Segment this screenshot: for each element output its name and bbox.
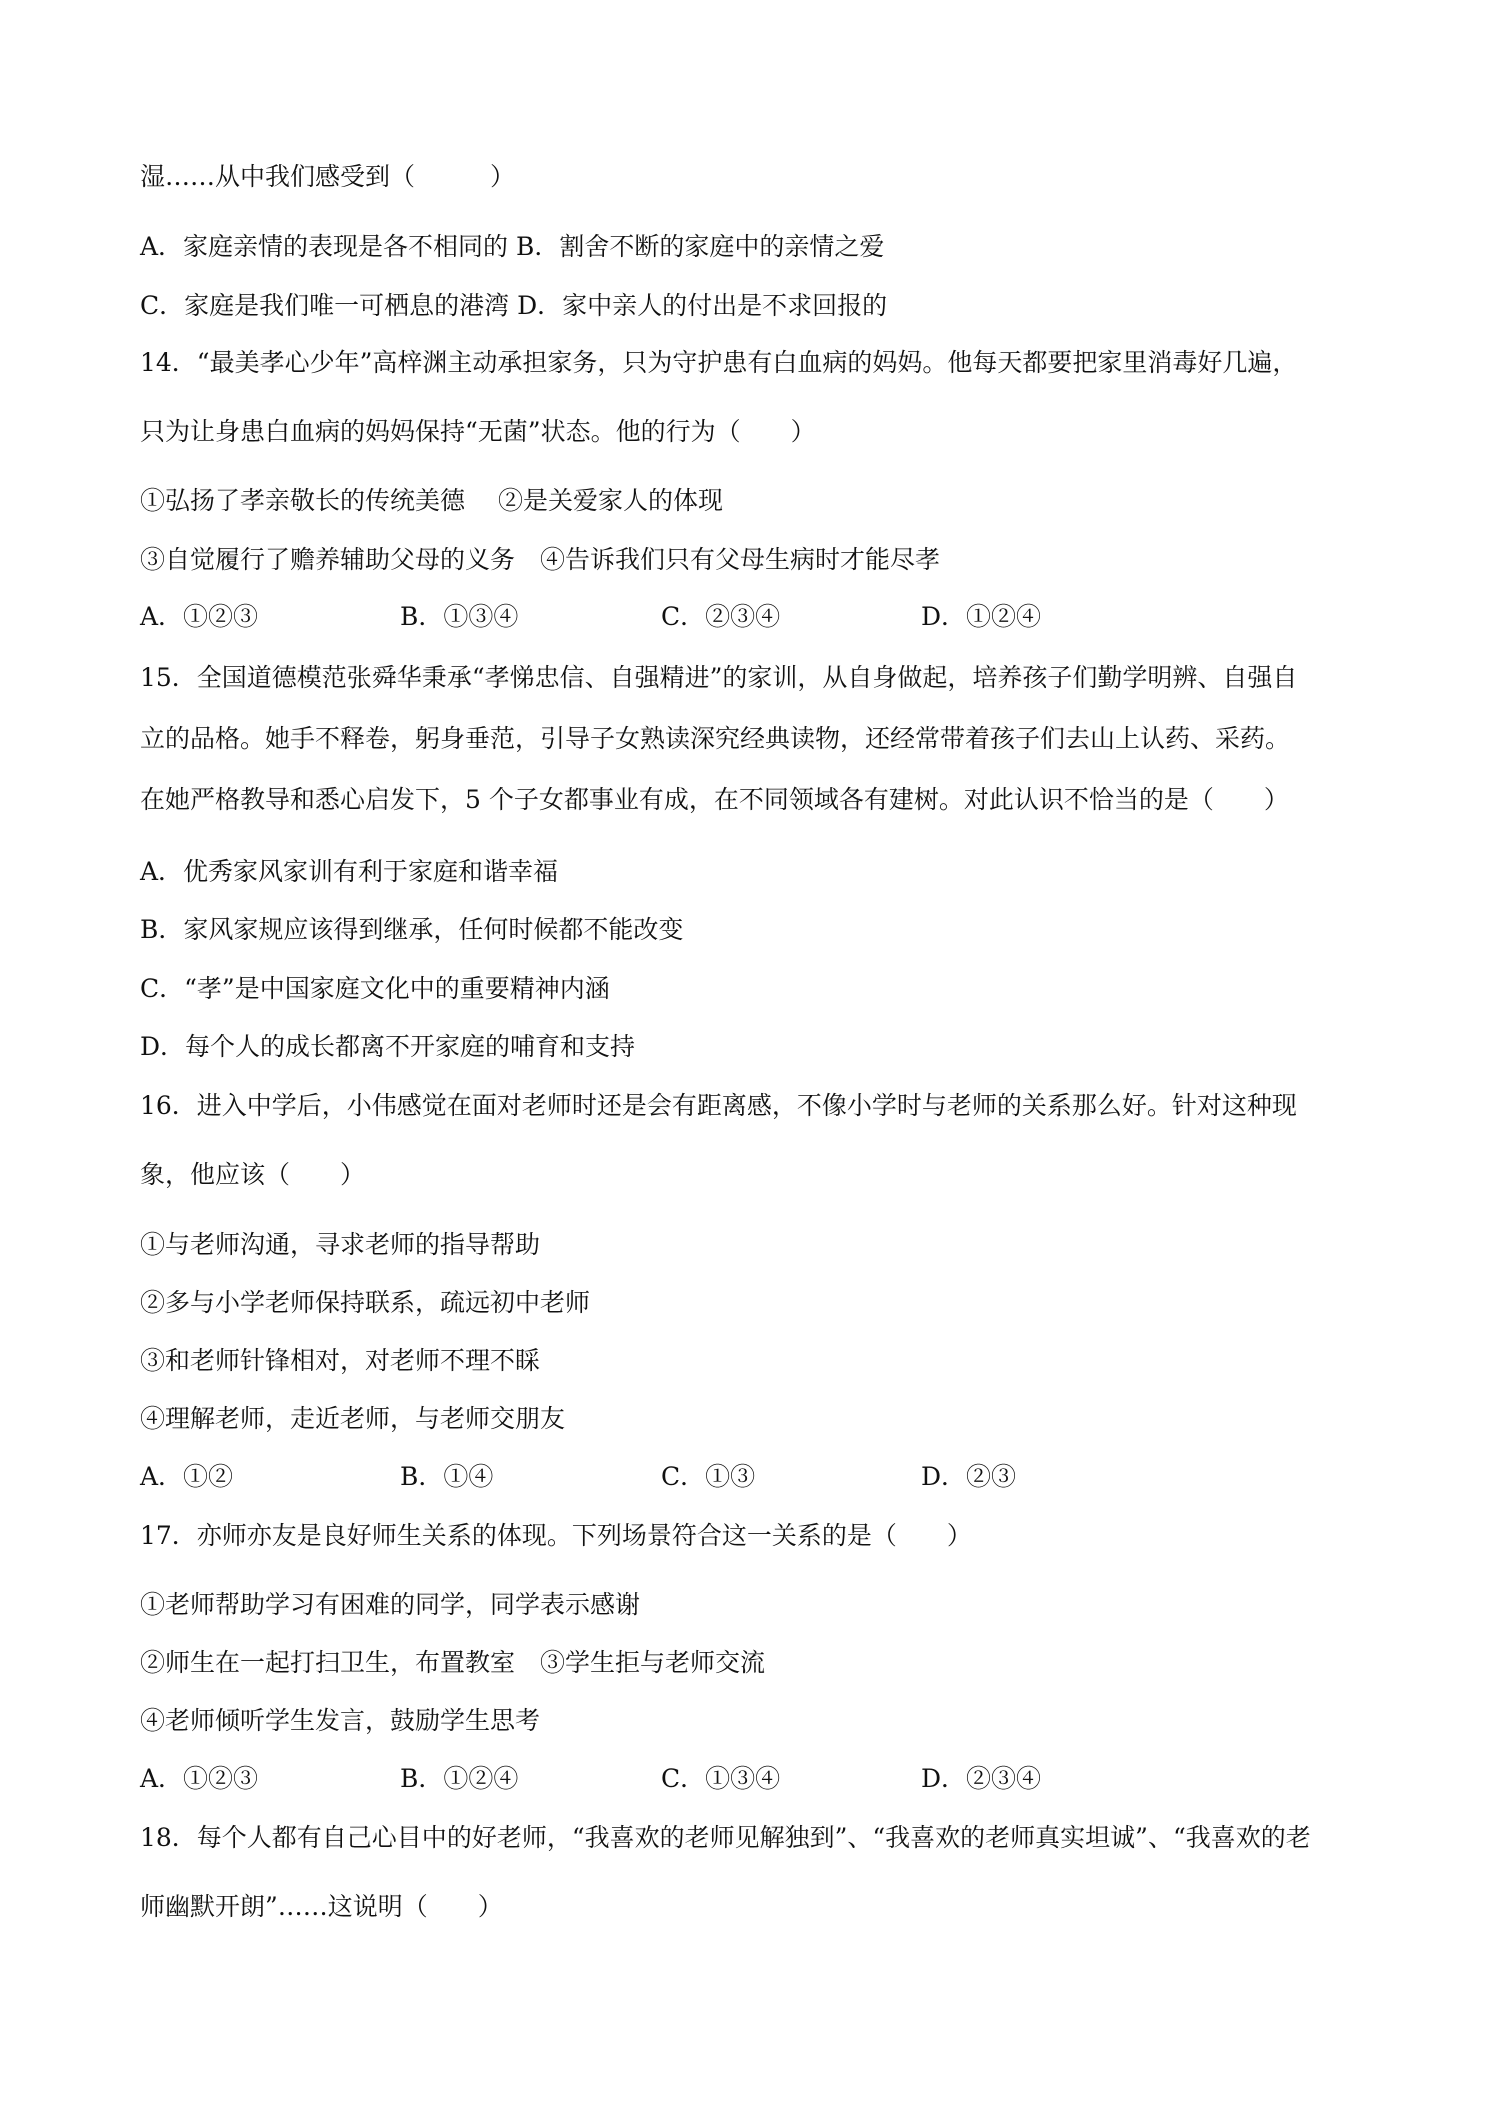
q14-option-c: C．②③④ [661,602,781,631]
q13-stem-continuation: 湿……从中我们感受到（ ） [140,162,516,191]
q15-option-a: A．优秀家风家训有利于家庭和谐幸福 [140,857,559,886]
q16-stem-line2: 象，他应该（ ） [140,1160,366,1189]
q17-item-1: ①老师帮助学习有困难的同学，同学表示感谢 [140,1590,641,1619]
q17-option-b: B．①②④ [400,1764,519,1793]
q18-stem-line1: 18．每个人都有自己心目中的好老师，“我喜欢的老师见解独到”、“我喜欢的老师真实坦诚”、“我喜欢的老 [140,1823,1311,1852]
q17-option-c: C．①③④ [661,1764,781,1793]
q15-stem-line1: 15．全国道德模范张舜华秉承“孝悌忠信、自强精进”的家训，从自身做起，培养孩子们勤学明辨、自强自 [140,663,1298,692]
q17-items-2-3: ②师生在一起打扫卫生，布置教室 ③学生拒与老师交流 [140,1648,766,1677]
q17-stem: 17．亦师亦友是良好师生关系的体现。下列场景符合这一关系的是（ ） [140,1521,972,1550]
q14-option-b: B．①③④ [400,602,519,631]
q16-item-2: ②多与小学老师保持联系，疏远初中老师 [140,1288,591,1317]
q16-item-1: ①与老师沟通，寻求老师的指导帮助 [140,1230,541,1259]
q13-options-ab: A．家庭亲情的表现是各不相同的 B．割舍不断的家庭中的亲情之爱 [140,232,885,261]
q15-stem-line2: 立的品格。她手不释卷，躬身垂范，引导子女熟读深究经典读物，还经常带着孩子们去山上认药、采药。 [140,724,1291,753]
q14-stem-line1: 14．“最美孝心少年”高梓渊主动承担家务，只为守护患有白血病的妈妈。他每天都要把家里消毒好几遍， [140,348,1298,377]
q14-items-3-4: ③自觉履行了赡养辅助父母的义务 ④告诉我们只有父母生病时才能尽孝 [140,545,941,574]
q15-stem-line3: 在她严格教导和悉心启发下，5 个子女都事业有成，在不同领域各有建树。对此认识不恰当的是（ ） [140,785,1289,814]
q15-option-c: C．“孝”是中国家庭文化中的重要精神内涵 [140,974,610,1003]
q17-option-a: A．①②③ [140,1764,259,1793]
q14-option-d: D．①②④ [921,602,1042,631]
q16-option-c: C．①③ [661,1462,756,1491]
q16-stem-line1: 16．进入中学后，小伟感觉在面对老师时还是会有距离感，不像小学时与老师的关系那么好。针对这种现 [140,1091,1297,1120]
q16-option-d: D．②③ [921,1462,1017,1491]
q17-item-4: ④老师倾听学生发言，鼓励学生思考 [140,1706,541,1735]
q15-option-b: B．家风家规应该得到继承，任何时候都不能改变 [140,915,684,944]
q16-option-a: A．①② [140,1462,234,1491]
q17-option-d: D．②③④ [921,1764,1042,1793]
q16-option-b: B．①④ [400,1462,494,1491]
q14-stem-line2: 只为让身患白血病的妈妈保持“无菌”状态。他的行为（ ） [140,417,816,446]
q15-option-d: D．每个人的成长都离不开家庭的哺育和支持 [140,1032,636,1061]
q14-option-a: A．①②③ [140,602,259,631]
q18-stem-line2: 师幽默开朗”……这说明（ ） [140,1892,503,1921]
q16-item-4: ④理解老师，走近老师，与老师交朋友 [140,1404,566,1433]
q13-options-cd: C．家庭是我们唯一可栖息的港湾 D．家中亲人的付出是不求回报的 [140,291,888,320]
q14-items-1-2: ①弘扬了孝亲敬长的传统美德 ②是关爱家人的体现 [140,486,723,515]
q16-item-3: ③和老师针锋相对，对老师不理不睬 [140,1346,541,1375]
